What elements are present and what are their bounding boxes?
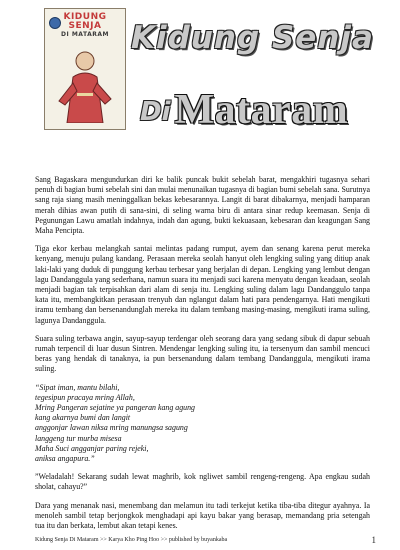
- page-footer: [35, 537, 376, 543]
- story-text: [35, 175, 370, 539]
- cover-title-line1: KIDUNG: [63, 12, 107, 22]
- page-subtitle-prefix: Di: [140, 97, 171, 127]
- poem-line: “Sipat iman, mantu bilahi,: [35, 382, 120, 392]
- cover-title: [49, 13, 121, 39]
- poem-line: Maha Suci angganjar paring rejeki,: [35, 443, 149, 453]
- book-cover-image: [44, 8, 126, 130]
- page-subtitle: [140, 86, 348, 134]
- footer-text: Kidung Senja Di Mataram >> Karya Kho Ping Hoo >> published by buyankaba: [35, 537, 228, 543]
- page-title: Kidung Senja: [131, 20, 374, 56]
- paragraph-5: Dara yang menanak nasi, menembang dan melamun itu tadi terkejut ketika tiba-tiba ditegur ayahnya. Ia menoleh sambil tetap berjongkok menghadapi api kayu bakar yang berasap, memandang pria setengah tua itu dan berkata, lembut akan tetapi kenes.: [35, 500, 370, 531]
- page-subtitle-main: Mataram: [174, 87, 349, 133]
- poem-line: aniksa angapura.”: [35, 454, 95, 464]
- page-number: 1: [371, 535, 376, 545]
- paragraph-1: Sang Bagaskara mengundurkan diri ke balik puncak bukit sebelah barat, mengakhiri tugasnya sehari penuh di bagian bumi sebelah sini dan mulai menunaikan tugasnya di bagian bumi sebelah sana. Surutnya sang raja siang masih meninggalkan bekas kebesarannya. Langit di barat dibakarnya, menjadi hamparan merah dihias awan putih di sana-sini, di seling warna biru di antara sinar redup keemasan. Senja di Pegunungan Lawu amatlah indahnya, indah dan agung, bukti kekuasaan, kebesaran dan keagungan Sang Maha Pencipta.: [35, 175, 370, 236]
- poem-verse: [35, 383, 370, 465]
- poem-line: langgeng tur murba misesa: [35, 433, 122, 443]
- poem-line: tegesipun pracaya mring Allah,: [35, 392, 135, 402]
- cover-illustration-icon: [55, 49, 115, 123]
- poem-line: Mring Pangeran sejatine ya pangeran kang agung: [35, 403, 195, 413]
- paragraph-2: Tiga ekor kerbau melangkah santai melintas padang rumput, ayem dan senang karena perut mereka kenyang, menuju pulang kandang. Perasaan mereka seolah hanyut oleh lengking suling yang ditiup anak laki-laki yang duduk di punggung kerbau terbesar yang berjalan di depan. Lengking yang lembut dengan lagu Dandanggula yang sederhana, namun suara itu menjadi suci karena menyatu dengan keadaan, seolah menjadi bagian tak terpisahkan dari alam di senja itu. Lengking suling dalam lagu Dandanggulo tanpa kata itu, membangkitkan perasaan trenyuh dan nglangut dalam hati para pendengarnya. Hati mengikuti iramu tembang dan bersenandunglah mereka itu dalam tembang masing-masing, mengikuti irama suling, lagunya Dandanggula.: [35, 244, 370, 325]
- paragraph-4: ”Weladalah! Sekarang sudah lewat maghrib, kok ngliwet sambil rengeng-rengeng. Apa engkau sudah sholat, cahayu?”: [35, 472, 370, 492]
- poem-line: kang akarnya bumi dan langit: [35, 413, 131, 423]
- paragraph-3: Suara suling terbawa angin, sayup-sayup terdengar oleh seorang dara yang sedang sibuk di dapur sebuah rumah terpencil di luar dusun Sintren. Mendengar lengking suling itu, ia tersenyum dan sambil mencuci beras yang hendak di tanaknya, ia pun bersenandung dalam tembang Dandanggula, mengikuti irama suling.: [35, 333, 370, 374]
- cover-title-line3: DI MATARAM: [61, 31, 109, 38]
- poem-line: anggonjar lawan niksa mring manungsa sagung: [35, 423, 188, 433]
- cover-title-line2: SENJA: [68, 21, 102, 31]
